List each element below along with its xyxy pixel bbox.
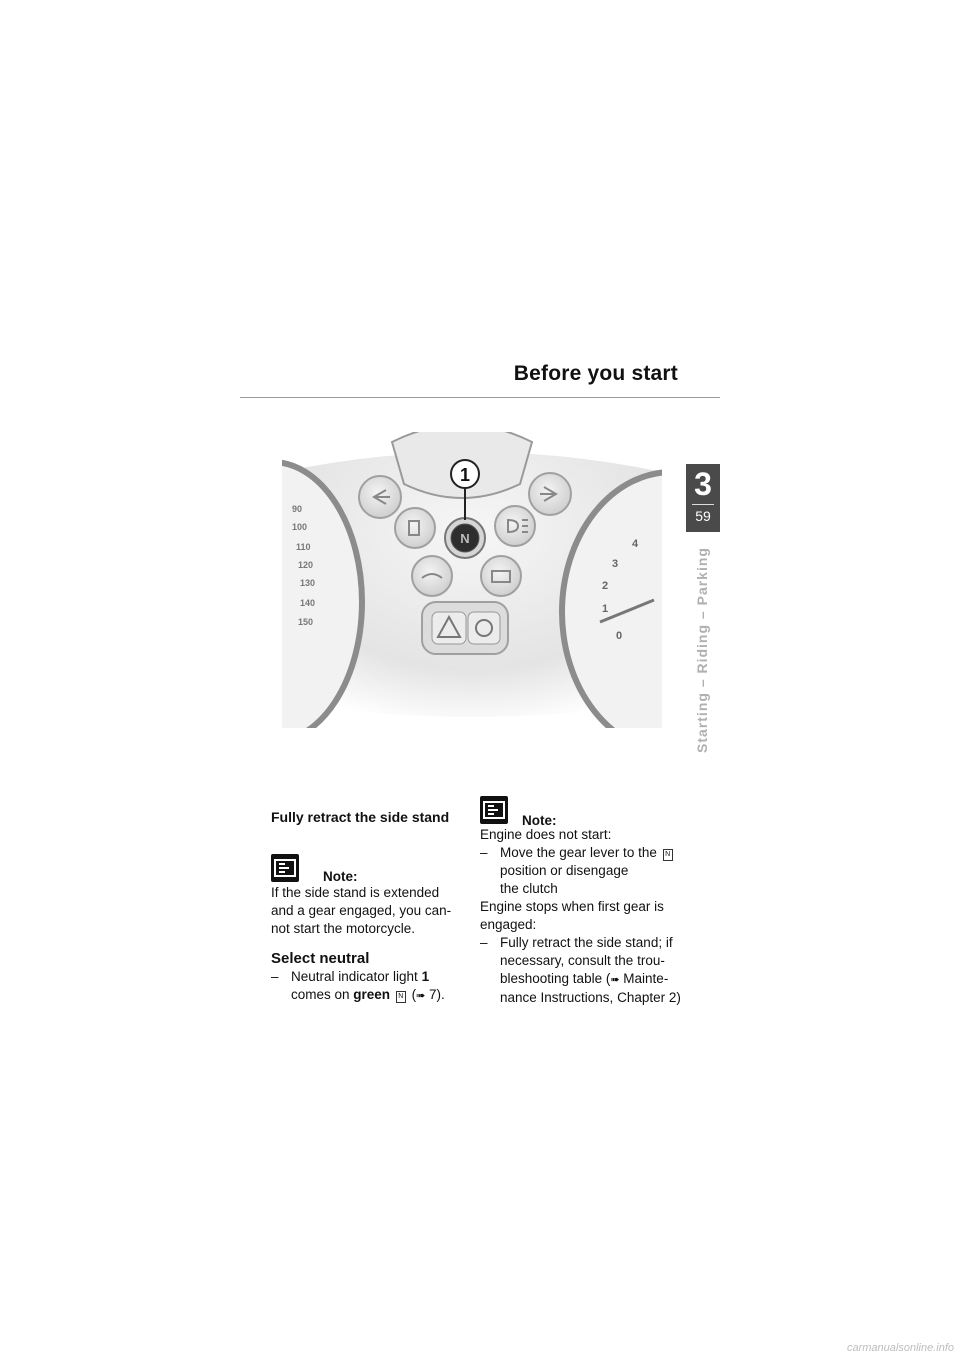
tacho-tick: 2: [602, 580, 609, 592]
tacho-tick: 1: [602, 603, 609, 615]
arrow-icon: ➠: [416, 990, 426, 1002]
speedo-tick: 100: [292, 522, 308, 532]
fuel-indicator: [395, 508, 435, 548]
note-icon: [480, 796, 508, 824]
note-text: engaged:: [480, 917, 537, 932]
battery-indicator: [481, 556, 521, 596]
speedo-tick: 130: [300, 578, 316, 588]
list-item: – Fully retract the side stand; if: [480, 935, 673, 950]
chapter-divider: [692, 504, 714, 505]
high-beam-indicator: [495, 506, 535, 546]
left-column: [271, 808, 476, 1005]
neutral-symbol-icon: N: [663, 849, 673, 861]
right-column: [480, 796, 695, 1007]
footer-watermark: carmanualsonline.info: [846, 1342, 954, 1354]
callout-number: 1: [459, 465, 471, 485]
tacho-tick: 4: [632, 538, 639, 550]
arrow-icon: ➠: [610, 974, 620, 986]
note-block: [271, 854, 476, 884]
tacho-tick: 3: [612, 558, 619, 570]
list-item-continuation: bleshooting table (➠ Mainte-: [500, 971, 669, 986]
instrument-cluster-illustration: [282, 432, 662, 728]
list-item-continuation: comes on green N (➠ 7).: [291, 987, 445, 1002]
speedo-tick: 90: [292, 504, 303, 514]
page-title: Before you start: [513, 362, 678, 385]
heading-side-stand: Fully retract the side stand: [271, 809, 450, 825]
note-block: [480, 796, 695, 826]
oil-indicator: [412, 556, 452, 596]
tacho-tick: 0: [616, 630, 623, 642]
header-rule: [240, 397, 720, 398]
chapter-number: 3: [694, 466, 712, 502]
list-item-continuation: the clutch: [500, 881, 558, 896]
neutral-letter: N: [460, 531, 470, 546]
note-label: Note:: [522, 813, 557, 828]
neutral-symbol-icon: N: [396, 991, 406, 1003]
list-item: – Neutral indicator light 1: [271, 969, 430, 984]
speedo-tick: 110: [296, 542, 311, 552]
speedo-tick: 150: [298, 617, 314, 627]
note-label: Note:: [323, 869, 358, 884]
list-item-continuation: position or disengage: [500, 863, 629, 878]
note-text: Engine does not start:: [480, 827, 612, 842]
note-icon: [271, 854, 299, 882]
list-item-continuation: nance Instructions, Chapter 2): [500, 990, 681, 1005]
note-text: If the side stand is extended: [271, 885, 440, 900]
speedo-tick: 120: [298, 560, 314, 570]
chapter-tab: [686, 464, 720, 532]
list-item: – Move the gear lever to the N: [480, 844, 695, 862]
speedo-tick: 140: [300, 598, 316, 608]
note-text: not start the motorcycle.: [271, 921, 416, 936]
note-text: and a gear engaged, you can-: [271, 903, 452, 918]
chapter-side-label: Starting – Riding – Parking: [694, 547, 710, 753]
list-item-continuation: necessary, consult the trou-: [500, 953, 665, 968]
page-number: 59: [695, 508, 711, 524]
heading-select-neutral: Select neutral: [271, 950, 370, 967]
note-text: Engine stops when first gear is: [480, 899, 664, 914]
